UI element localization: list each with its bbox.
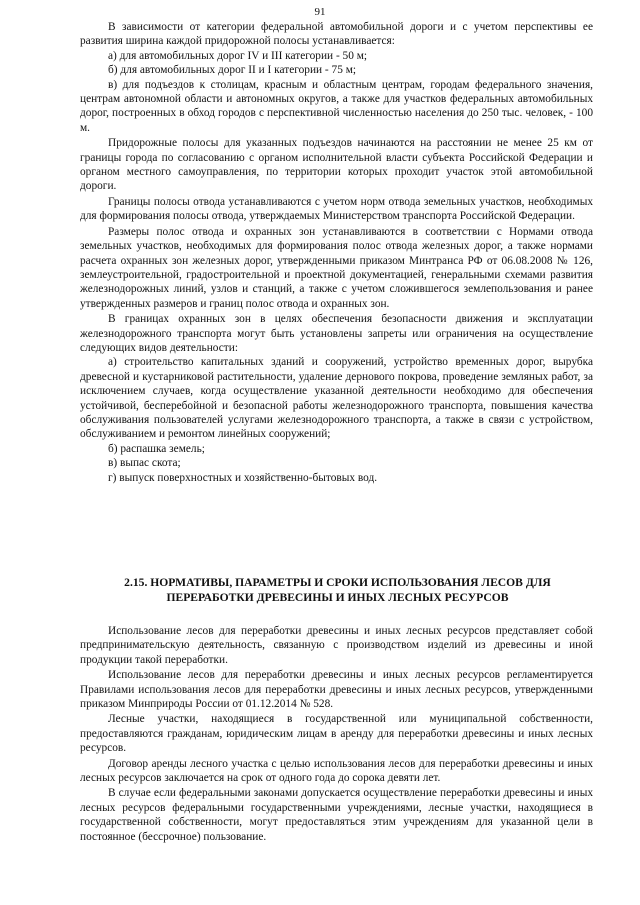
paragraph: Границы полосы отвода устанавливаются с учетом норм отвода земельных участков, необходимых для формирования полосы отвода, утверждаемых Министерством транспорта Российской Федерации. <box>80 195 593 223</box>
list-item: б) распашка земель; <box>108 442 205 455</box>
text-block-top <box>80 20 593 485</box>
paragraph: В зависимости от категории федеральной автомобильной дороги и с учетом перспективы ее развития ширина каждой придорожной полосы устанавливается: <box>80 21 593 48</box>
list-item: г) выпуск поверхностных и хозяйственно-бытовых вод. <box>108 471 378 484</box>
paragraph: Использование лесов для переработки древесины и иных лесных ресурсов регламентируется Правилами использования лесов для переработки древесины и иных лесных ресурсов, утвержденными приказом Минприроды России от 01.12.2014 № 528. <box>80 669 593 711</box>
paragraph: Использование лесов для переработки древесины и иных лесных ресурсов представляет собой предпринимательскую деятельность, связанную с производством изделий из древесины и иной продукции такой переработки. <box>80 625 593 666</box>
list-item: а) строительство капитальных зданий и сооружений, устройство временных дорог, вырубка древесной и кустарниковой растительности, удаление дернового покрова, проведение земляных работ, за исключением случаев, когда осуществление указанной деятельности необходимо для обеспечения устойчивой, бесперебойной и безопасной работы железнодорожного транспорта, повышения качества обслуживания пользователей услугами железнодорожного транспорта, а также в связи с устройством, обслуживанием и ремонтом линейных сооружений; <box>80 356 593 441</box>
list-item: а) для автомобильных дорог IV и III категории - 50 м; <box>108 49 368 62</box>
paragraph: В случае если федеральными законами допускается осуществление переработки древесины и иных лесных ресурсов федеральными государственными учреждениями, лесные участки, находящиеся в государственной собственности, могут предоставляться этим учреждениям для указанной цели в постоянное (бессрочное) пользование. <box>80 787 593 843</box>
list-item: в) для подъездов к столицам, красным и областным центрам, городам федерального значения, центрам автономной области и автономных округов, а также для участков федеральных автомобильных дорог, построенных в обход городов с перспективной численностью населения до 250 тыс. человек, - 100 м. <box>80 78 593 134</box>
paragraph: Договор аренды лесного участка с целью использования лесов для переработки древесины и иных лесных ресурсов заключается на срок от одного года до сорока девяти лет. <box>80 757 593 785</box>
list-item: в) выпас скота; <box>108 457 181 470</box>
page-number: 91 <box>314 6 326 18</box>
section-heading: 2.15. НОРМАТИВЫ, ПАРАМЕТРЫ И СРОКИ ИСПОЛЬЗОВАНИЯ ЛЕСОВ ДЛЯ ПЕРЕРАБОТКИ ДРЕВЕСИНЫ И ИНЫХ ЛЕСНЫХ РЕСУРСОВ <box>124 576 551 604</box>
paragraph: Размеры полос отвода и охранных зон устанавливаются в соответствии с Нормами отвода земельных участков, необходимых для формирования полос отвода железных дорог, а также нормами расчета охранных зон железных дорог, утвержденными приказом Минтранса РФ от 06.08.2008 № 126, землеустроительной, градостроительной и проектной документацией, генеральными схемами развития железнодорожных линий, узлов и станций, а также с учетом сложившегося землепользования и ранее утвержденных размеров и границ полос отвода и охранных зон. <box>80 225 593 310</box>
text-block-bottom <box>80 624 593 844</box>
list-item: б) для автомобильных дорог II и I категории - 75 м; <box>108 64 357 77</box>
paragraph: Лесные участки, находящиеся в государственной или муниципальной собственности, предоставляются гражданам, юридическим лицам в аренду для переработки древесины и иных лесных ресурсов. <box>80 713 593 755</box>
paragraph: Придорожные полосы для указанных подъездов начинаются на расстоянии не менее 25 км от границы города по согласованию с органом исполнительной власти субъекта Российской Федерации и органом местного самоуправления, по территории которых проходит участок этой автомобильной дороги. <box>80 137 593 193</box>
paragraph: В границах охранных зон в целях обеспечения безопасности движения и эксплуатации железнодорожного транспорта могут быть установлены запреты или ограничения на осуществление следующих видов деятельности: <box>80 313 593 354</box>
